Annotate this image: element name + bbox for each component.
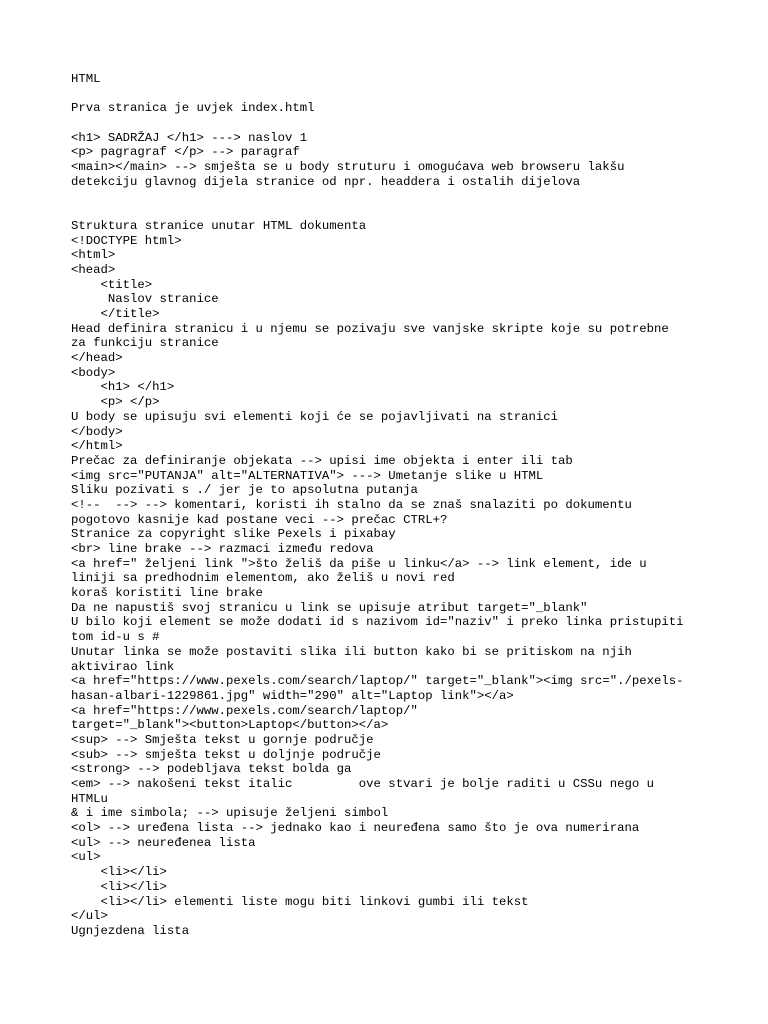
doc-line: <img src="PUTANJA" alt="ALTERNATIVA"> ---> Umetanje slike u HTML <box>71 468 544 483</box>
doc-line: <html> <box>71 248 116 263</box>
doc-line: <ul> <box>71 850 101 865</box>
document-page <box>71 72 711 939</box>
doc-line: HTML <box>71 72 101 86</box>
doc-line: <li></li> <box>71 879 167 894</box>
doc-line: </ul> <box>71 909 108 924</box>
doc-line: za funkciju stranice <box>71 336 219 351</box>
doc-line: <li></li> <box>71 865 167 880</box>
doc-line: <a href="https://www.pexels.com/search/laptop/" <box>71 703 418 718</box>
doc-line: <sub> --> smješta tekst u doljnje područje <box>71 747 381 762</box>
doc-line: Head definira stranicu i u njemu se pozivaju sve vanjske skripte koje su potrebne <box>71 321 669 336</box>
doc-line: <head> <box>71 262 116 277</box>
doc-line: <strong> --> podebljava tekst bolda ga <box>71 762 352 777</box>
doc-line: & i ime simbola; --> upisuje željeni simbol <box>71 806 389 821</box>
doc-line: U body se upisuju svi elementi koji će se pojavljivati na stranici <box>71 409 559 424</box>
doc-line: <ul> --> neuređenea lista <box>71 835 256 850</box>
doc-line: detekciju glavnog dijela stranice od npr. headdera i ostalih dijelova <box>71 174 581 189</box>
doc-line: <main></main> --> smješta se u body struturu i omogućava web browseru lakšu <box>71 160 625 175</box>
doc-line: <a href="https://www.pexels.com/search/laptop/" target="_blank"><img src="./pexels- <box>71 674 684 689</box>
doc-line: Prečac za definiranje objekata --> upisi ime objekta i enter ili tab <box>71 453 573 468</box>
doc-line: aktivirao link <box>71 659 175 674</box>
doc-line: Da ne napustiš svoj stranicu u link se upisuje atribut target="_blank" <box>71 600 588 615</box>
doc-line: <em> --> nakošeni tekst italic ove stvari je bolje raditi u CSSu nego u <box>71 777 654 791</box>
doc-line: Sliku pozivati s ./ jer je to apsolutna putanja <box>71 483 418 498</box>
doc-line: liniji sa predhodnim elementom, ako želiš u novi red <box>71 571 455 586</box>
doc-line: Struktura stranice unutar HTML dokumenta <box>71 218 367 233</box>
doc-line: Stranice za copyright slike Pexels i pixabay <box>71 527 396 542</box>
doc-line <box>71 116 711 131</box>
doc-line <box>71 190 711 205</box>
doc-line: Prva stranica je uvjek index.html <box>71 101 315 116</box>
doc-line: Unutar linka se može postaviti slika ili button kako bi se pritiskom na njih <box>71 644 632 659</box>
doc-line: tom id-u s # <box>71 630 160 645</box>
doc-line: </html> <box>71 439 123 454</box>
doc-line: <title> <box>71 277 153 292</box>
doc-line: <body> <box>71 365 116 380</box>
doc-line: <!DOCTYPE html> <box>71 233 182 248</box>
doc-line: <ol> --> uređena lista --> jednako kao i neuređena samo što je ova numerirana <box>71 821 640 836</box>
doc-line: koraš koristiti line brake <box>71 586 263 601</box>
doc-line: <sup> --> Smješta tekst u gornje područje <box>71 732 374 747</box>
doc-line: </title> <box>71 307 160 321</box>
doc-line: <li></li> elementi liste mogu biti linkovi gumbi ili tekst <box>71 894 529 909</box>
doc-line: </body> <box>71 424 123 439</box>
doc-line: hasan-albari-1229861.jpg" width="290" alt="Laptop link"></a> <box>71 688 514 703</box>
doc-line: </head> <box>71 351 123 366</box>
doc-line: <p> pagragraf </p> --> paragraf <box>71 145 300 160</box>
doc-line: HTMLu <box>71 791 108 806</box>
doc-line: Ugnjezdena lista <box>71 923 190 938</box>
doc-line: <h1> </h1> <box>71 380 175 395</box>
doc-line: <h1> SADRŽAJ </h1> ---> naslov 1 <box>71 130 308 145</box>
doc-line: target="_blank"><button>Laptop</button></a> <box>71 718 389 733</box>
doc-line <box>71 87 711 102</box>
doc-line: <p> </p> <box>71 395 160 410</box>
doc-line: Naslov stranice <box>71 292 219 307</box>
doc-line: <br> line brake --> razmaci između redova <box>71 542 374 556</box>
doc-line: <!-- --> --> komentari, koristi ih stalno da se znaš snalaziti po dokumentu <box>71 497 632 512</box>
doc-line: <a href=" željeni link ">što želiš da piše u linku</a> --> link element, ide u <box>71 556 647 571</box>
doc-line: U bilo koji element se može dodati id s nazivom id="naziv" i preko linka pristupiti <box>71 615 684 630</box>
doc-line <box>71 204 711 219</box>
doc-line: pogotovo kasnije kad postane veci --> prečac CTRL+? <box>71 512 448 527</box>
